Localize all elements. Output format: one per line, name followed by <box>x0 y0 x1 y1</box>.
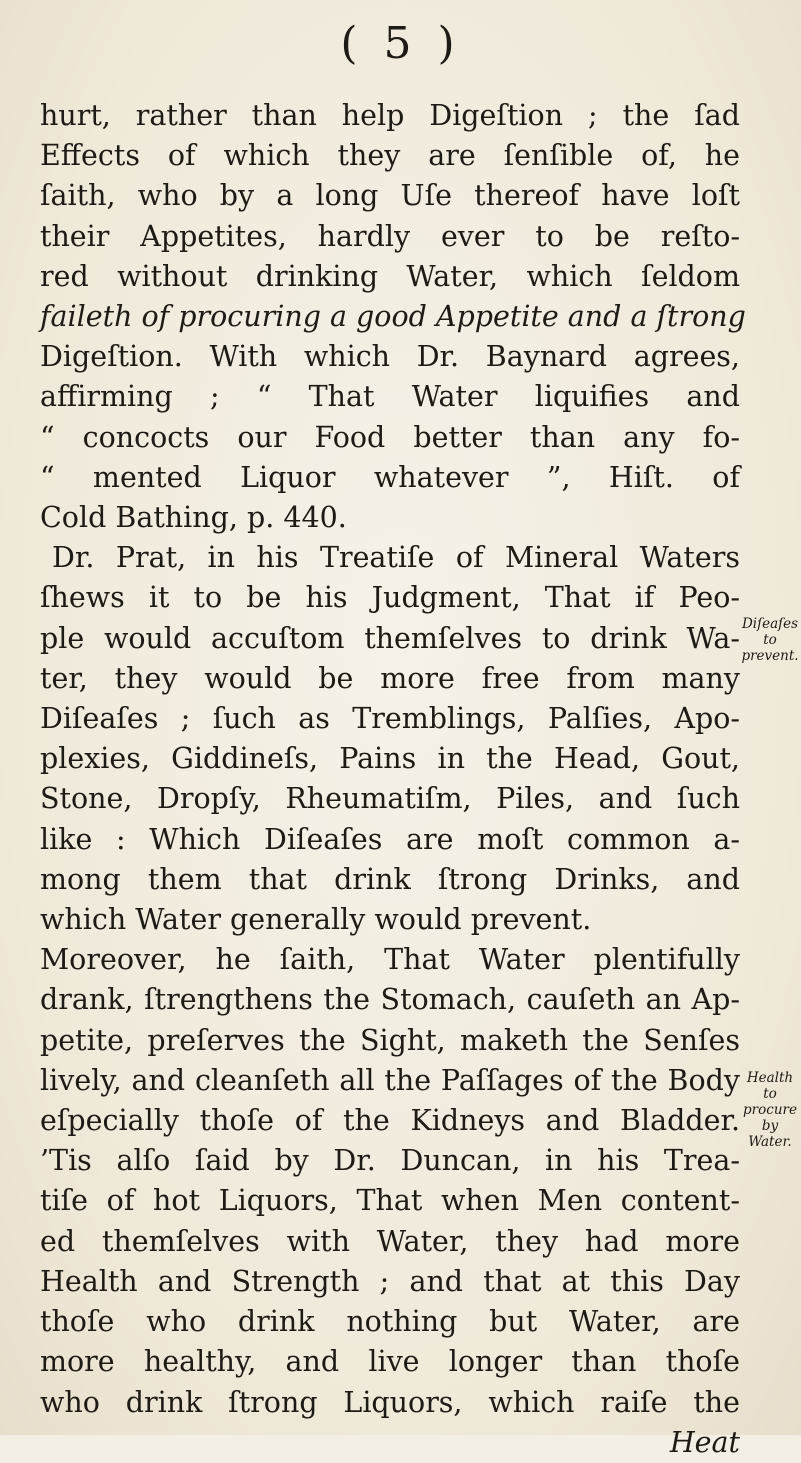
body-text <box>40 96 746 1463</box>
text-line: affirming ; “ That Water liquifies and <box>40 380 740 414</box>
text-line: lively, and cleanſeth all the Paſſages of the Body <box>40 1063 740 1097</box>
text-line: red without drinking Water, which ſeldom <box>40 259 740 293</box>
text-line: ple would accuſtom themſelves to drink Wa- <box>40 621 740 655</box>
text-line: petite, preſerves the Sight, maketh the Senſes <box>40 1023 740 1057</box>
text-line: “ concocts our Food better than any fo- <box>40 420 740 454</box>
text-line: their Appetites, hardly ever to be reſto- <box>40 219 740 253</box>
text-line: eſpecially thoſe of the Kidneys and Bladder. <box>40 1104 740 1138</box>
margin-note-health: Health to procure by Water. <box>743 1070 797 1150</box>
text-line: Digeſtion. With which Dr. Baynard agrees, <box>40 340 740 374</box>
text-line: thoſe who drink nothing but Water, are <box>40 1305 740 1339</box>
text-line: more healthy, and live longer than thoſe <box>40 1345 740 1379</box>
text-line: Diſeaſes ; ſuch as Tremblings, Palſies, Apo- <box>40 702 740 736</box>
text-line: ed themſelves with Water, they had more <box>40 1224 740 1258</box>
text-line: tiſe of hot Liquors, That when Men content- <box>40 1184 740 1218</box>
text-line: faileth of procuring a good Appetite and a ſtrong <box>40 300 746 334</box>
margin-note-diseases: Diſeaſes to prevent. <box>741 616 799 664</box>
page-number: ( 5 ) <box>340 18 461 69</box>
text-line: Health and Strength ; and that at this Day <box>40 1264 740 1298</box>
text-line: Dr. Prat, in his Treatiſe of Mineral Waters <box>52 541 740 575</box>
text-line: Stone, Dropſy, Rheumatiſm, Piles, and ſuch <box>40 782 740 816</box>
text-line: who drink ſtrong Liquors, which raiſe the <box>40 1385 740 1419</box>
text-line: Moreover, he ſaith, That Water plentifully <box>40 943 740 977</box>
text-line: like : Which Diſeaſes are moſt common a- <box>40 822 740 856</box>
text-line: which Water generally would prevent. <box>40 903 592 937</box>
text-line: drank, ſtrengthens the Stomach, cauſeth an Ap- <box>40 983 740 1017</box>
text-line: ſhews it to be his Judgment, That if Peo- <box>40 581 740 615</box>
text-line: plexies, Giddineſs, Pains in the Head, Gout, <box>40 742 740 776</box>
text-line: ter, they would be more free from many <box>40 661 740 695</box>
text-line: “ mented Liquor whatever ”, Hiſt. of <box>40 460 740 494</box>
text-line: hurt, rather than help Digeſtion ; the ſad <box>40 99 740 132</box>
text-line: ſaith, who by a long Uſe thereof have loſt <box>40 179 740 213</box>
text-line: Effects of which they are ſenſible of, he <box>40 139 740 173</box>
text-line: Cold Bathing, p. 440. <box>40 501 347 535</box>
text-line: ’Tis alſo ſaid by Dr. Duncan, in his Trea- <box>40 1144 740 1178</box>
catchword: Heat <box>669 1425 740 1459</box>
text-line: mong them that drink ſtrong Drinks, and <box>40 862 740 896</box>
